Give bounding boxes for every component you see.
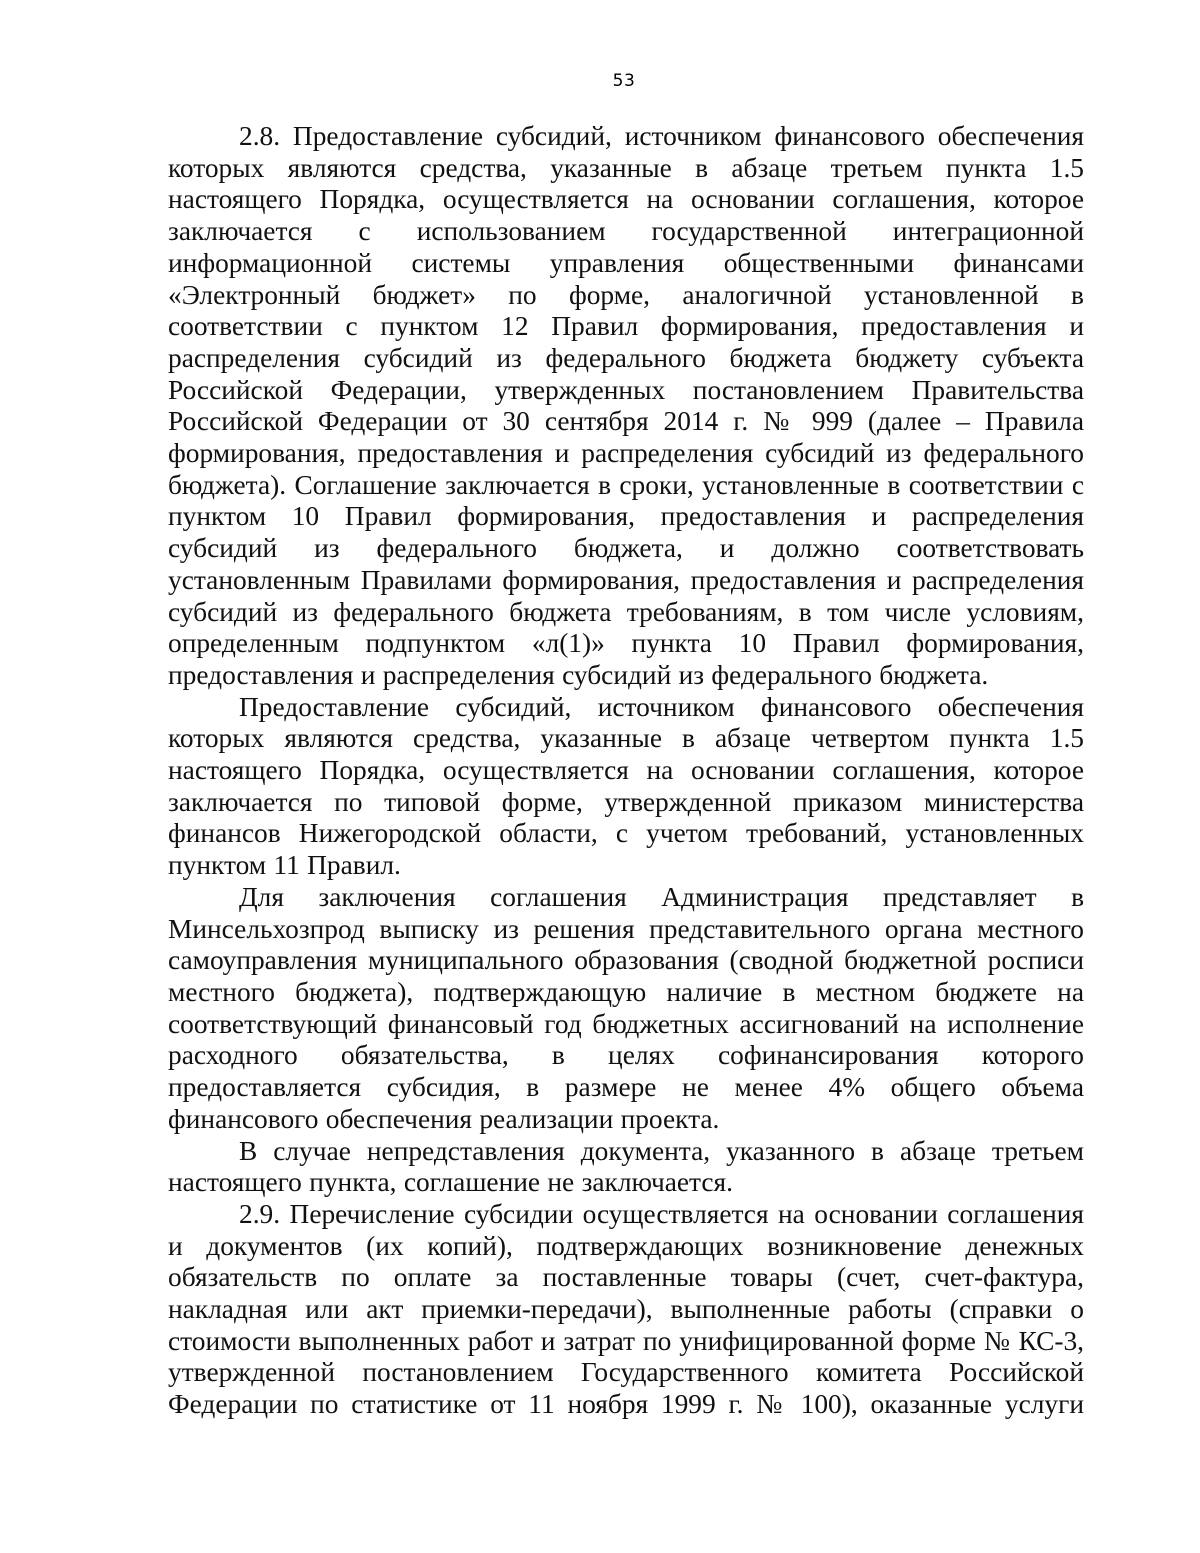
text-line: бюджета). Соглашение заключается в сроки, установленные в соответствии с [168,469,1084,500]
paragraph [168,121,1084,692]
text-line: установленным Правилами формирования, предоставления и распределения [168,564,1084,595]
text-line: Федерации по статистике от 11 ноября 1999 г. № 100), оказанные услуги [168,1389,1084,1420]
text-line: 2.8. Предоставление субсидий, источником финансового обеспечения [239,121,1084,151]
document-body [168,121,1084,1421]
text-line: пунктом 10 Правил формирования, предоставления и распределения [168,501,1084,532]
text-line: стоимости выполненных работ и затрат по унифицированной форме № КС-3, [168,1325,1084,1356]
text-line: финансов Нижегородской области, с учетом требований, установленных [168,818,1084,849]
text-line: настоящего пункта, соглашение не заключается. [168,1167,733,1198]
text-line: субсидий из федерального бюджета, и должно соответствовать [168,533,1084,564]
text-line: предоставляется субсидия, в размере не менее 4% общего объема [168,1072,1084,1103]
text-line: Российской Федерации, утвержденных постановлением Правительства [168,374,1084,405]
text-line: формирования, предоставления и распределения субсидий из федерального [168,438,1084,469]
text-line: распределения субсидий из федерального бюджета бюджету субъекта [168,342,1084,373]
text-line: и документов (их копий), подтверждающих возникновение денежных [168,1230,1084,1261]
text-line: обязательств по оплате за поставленные товары (счет, счет-фактура, [168,1262,1084,1293]
text-line: предоставления и распределения субсидий из федерального бюджета. [168,659,989,690]
text-line: настоящего Порядка, осуществляется на основании соглашения, которое [168,755,1084,786]
text-line: местного бюджета), подтверждающую наличие в местном бюджете на [168,976,1084,1007]
paragraph [168,882,1084,1136]
text-line: которых являются средства, указанные в абзаце третьем пункта 1.5 [168,152,1084,183]
text-line: настоящего Порядка, осуществляется на основании соглашения, которое [168,184,1084,215]
text-line: определенным подпунктом «л(1)» пункта 10 Правил формирования, [168,628,1084,659]
text-line: Российской Федерации от 30 сентября 2014 г. № 999 (далее – Правила [168,406,1084,437]
text-line: самоуправления муниципального образования (сводной бюджетной росписи [168,945,1084,976]
text-line: заключается с использованием государственной интеграционной [168,216,1084,247]
text-line: соответствии с пунктом 12 Правил формирования, предоставления и [168,311,1084,342]
text-line: накладная или акт приемки-передачи), выполненные работы (справки о [168,1294,1084,1325]
text-line: 2.9. Перечисление субсидии осуществляется на основании соглашения [239,1198,1084,1229]
text-line: расходного обязательства, в целях софинансирования которого [168,1040,1084,1071]
text-line: Предоставление субсидий, источником финансового обеспечения [239,691,1084,722]
text-line: Минсельхозпрод выписку из решения представительного органа местного [168,913,1084,944]
paragraph [168,692,1084,882]
text-line: заключается по типовой форме, утвержденной приказом министерства [168,786,1084,817]
text-line: которых являются средства, указанные в абзаце четвертом пункта 1.5 [168,723,1084,754]
text-line: Для заключения соглашения Администрация представляет в [239,881,1084,912]
text-line: информационной системы управления общественными финансами [168,247,1084,278]
text-line: финансового обеспечения реализации проекта. [168,1103,720,1134]
paragraph [168,1136,1084,1199]
text-line: В случае непредставления документа, указанного в абзаце третьем [239,1135,1084,1166]
page-number: 53 [612,71,636,91]
text-line: субсидий из федерального бюджета требованиям, в том числе условиям, [168,596,1084,627]
text-line: пунктом 11 Правил. [168,850,401,881]
text-line: «Электронный бюджет» по форме, аналогичной установленной в [168,279,1084,310]
text-line: утвержденной постановлением Государственного комитета Российской [168,1357,1084,1388]
paragraph [168,1199,1084,1421]
text-line: соответствующий финансовый год бюджетных ассигнований на исполнение [168,1008,1084,1039]
